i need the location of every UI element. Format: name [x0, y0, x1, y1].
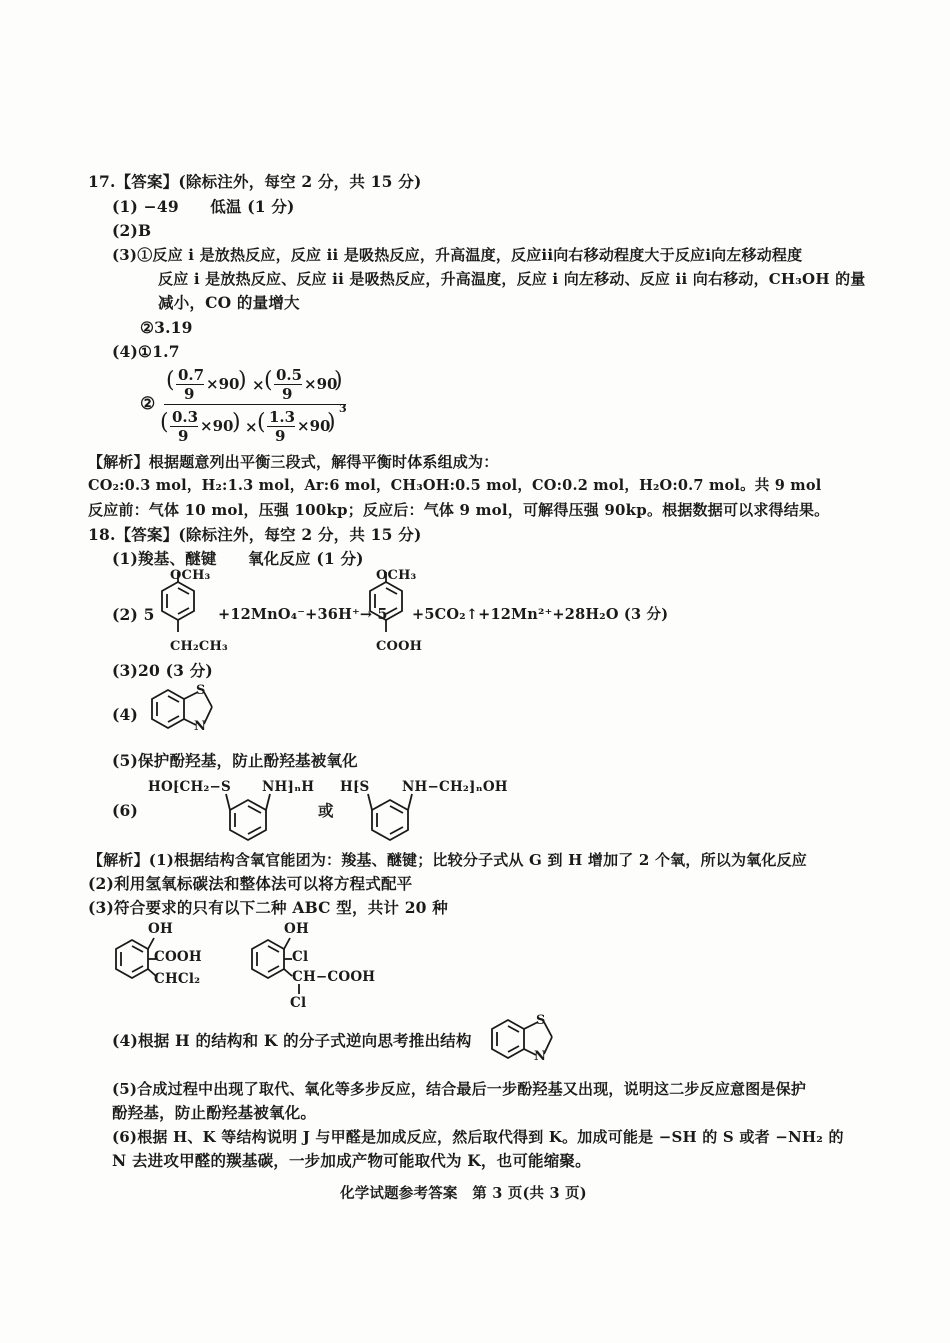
cooh-label: COOH — [154, 949, 202, 965]
chcl2-label: CHCl₂ — [154, 971, 201, 987]
isomer1-benzene-ring — [108, 932, 158, 986]
times: × — [252, 376, 265, 394]
oh-label: OH — [148, 921, 173, 937]
cooh-label: COOH — [376, 639, 423, 654]
q17-part4-sub1: (4)①1.7 — [112, 342, 180, 361]
mult90: ×90 — [297, 417, 331, 435]
q18-part2-label: (2) 5 — [112, 605, 155, 624]
sulfur-atom: S — [536, 1013, 546, 1028]
q18-analysis-line5a: (5)合成过程中出现了取代、氧化等多步反应，结合最后一步酚羟基又出现，说明这二步反应意图是保护 — [112, 1080, 807, 1098]
paren-close: ) — [327, 410, 336, 435]
ch-cooh-label: CH−COOH — [292, 969, 376, 985]
q18-heading: 18.【答案】(除标注外，每空 2 分，共 15 分) — [88, 525, 422, 544]
q17-heading: 17.【答案】(除标注外，每空 2 分，共 15 分) — [88, 172, 422, 191]
reaction-middle: +12MnO₄⁻+36H⁺→ 5 — [218, 606, 388, 623]
mult90: ×90 — [200, 417, 234, 435]
den2-top: 1.3 — [269, 408, 296, 426]
num1-bottom: 9 — [184, 385, 195, 403]
or-word: 或 — [318, 801, 334, 820]
sulfur-atom: S — [196, 683, 206, 698]
q18-analysis-line5b: 酚羟基，防止酚羟基被氧化。 — [112, 1103, 317, 1122]
q18-analysis-line2: (2)利用氢氧标碳法和整体法可以将方程式配平 — [88, 874, 413, 893]
paren-close: ) — [238, 368, 247, 393]
q18-analysis-line4: (4)根据 H 的结构和 K 的分子式逆向思考推出结构 — [112, 1031, 472, 1050]
benzothiazoline-structure — [146, 680, 222, 744]
q18-part6-label: (6) — [112, 801, 139, 820]
ethyl-label: CH₂CH₃ — [170, 639, 228, 654]
q17-part3-line2: 反应 i 是放热反应、反应 ii 是吸热反应，升高温度，反应 i 向左移动、反应 ii 向右移动，CH₃OH 的量 — [158, 270, 866, 288]
benzothiazoline-structure — [486, 1010, 562, 1074]
q17-part1: (1) −49 低温 (1 分) — [112, 197, 295, 216]
den1-top: 0.3 — [172, 408, 199, 426]
och3-label: OCH₃ — [170, 568, 211, 583]
q18-part5: (5)保护酚羟基，防止酚羟基被氧化 — [112, 751, 358, 770]
q17-analysis-line1: 【解析】根据题意列出平衡三段式，解得平衡时体系组成为： — [88, 453, 499, 471]
q18-analysis-line6b: N 去进攻甲醛的羰基碳，一步加成产物可能取代为 K，也可能缩聚。 — [112, 1151, 591, 1170]
q17-part3-line3: 减小，CO 的量增大 — [158, 293, 300, 312]
q18-analysis-line6a: (6)根据 H、K 等结构说明 J 与甲醛是加成反应，然后取代得到 K。加成可能是 −SH 的 S 或者 −NH₂ 的 — [112, 1128, 844, 1146]
oh-label: OH — [284, 921, 309, 937]
times: × — [245, 418, 258, 436]
mult90: ×90 — [206, 375, 240, 393]
den2-bottom: 9 — [275, 427, 286, 445]
paren-close: ) — [334, 368, 343, 393]
polymer1-benzene-ring — [222, 794, 274, 844]
polymer2-benzene-ring — [364, 794, 416, 844]
polymer1-right-group: NH⁆ₙH — [262, 779, 315, 795]
paren-open: ( — [160, 410, 169, 435]
q18-part1: (1)羧基、醚键 氧化反应 (1 分) — [112, 549, 364, 568]
num2-top: 0.5 — [276, 366, 303, 384]
q17-part4-sub2-label: ② — [140, 394, 156, 414]
paren-open: ( — [166, 368, 175, 393]
reaction-end: +5CO₂↑+12Mn²⁺+28H₂O (3 分) — [412, 606, 669, 623]
q18-part3: (3)20 (3 分) — [112, 661, 213, 680]
q17-part3-line1: (3)①反应 i 是放热反应，反应 ii 是吸热反应，升高温度，反应ii向右移动程度大于反应i向左移动程度 — [112, 246, 803, 264]
q17-part2: (2)B — [112, 221, 152, 240]
num2-bottom: 9 — [282, 385, 293, 403]
q17-analysis-line3: 反应前：气体 10 mol，压强 100kp；反应后：气体 9 mol，可解得压强 90kp。根据数据可以求得结果。 — [88, 501, 830, 519]
paren-open: ( — [257, 410, 266, 435]
q17-part3-sub2: ②3.19 — [140, 318, 193, 337]
q18-analysis-line3: (3)符合要求的只有以下二种 ABC 型，共计 20 种 — [88, 898, 448, 917]
q18-part4-label: (4) — [112, 705, 139, 724]
paren-close: ) — [232, 410, 241, 435]
polymer2-right-group: NH−CH₂⁆ₙOH — [402, 779, 508, 795]
mult90: ×90 — [304, 375, 338, 393]
nitrogen-atom: N — [534, 1049, 547, 1064]
cl-label: Cl — [290, 995, 307, 1011]
polymer2-left-group: H⁅S — [340, 779, 370, 795]
polymer1-left-group: HO⁅CH₂−S — [148, 779, 231, 795]
main-fraction-bar — [164, 404, 346, 405]
nitrogen-atom: N — [194, 719, 207, 734]
cl-label: Cl — [292, 949, 309, 965]
page-footer: 化学试题参考答案 第 3 页(共 3 页) — [340, 1185, 587, 1202]
paren-open: ( — [264, 368, 273, 393]
q17-analysis-line2: CO₂:0.3 mol，H₂:1.3 mol，Ar:6 mol，CH₃OH:0.5 mol，CO:0.2 mol，H₂O:0.7 mol。共 9 mol — [88, 477, 822, 494]
den1-bottom: 9 — [178, 427, 189, 445]
q18-analysis-line1: 【解析】(1)根据结构含氧官能团为：羧基、醚键；比较分子式从 G 到 H 增加了 2 个氧，所以为氧化反应 — [88, 851, 807, 869]
isomer2-benzene-ring — [244, 932, 294, 986]
num1-top: 0.7 — [178, 366, 205, 384]
exponent: 3 — [339, 402, 347, 415]
och3-label: OCH₃ — [376, 568, 417, 583]
